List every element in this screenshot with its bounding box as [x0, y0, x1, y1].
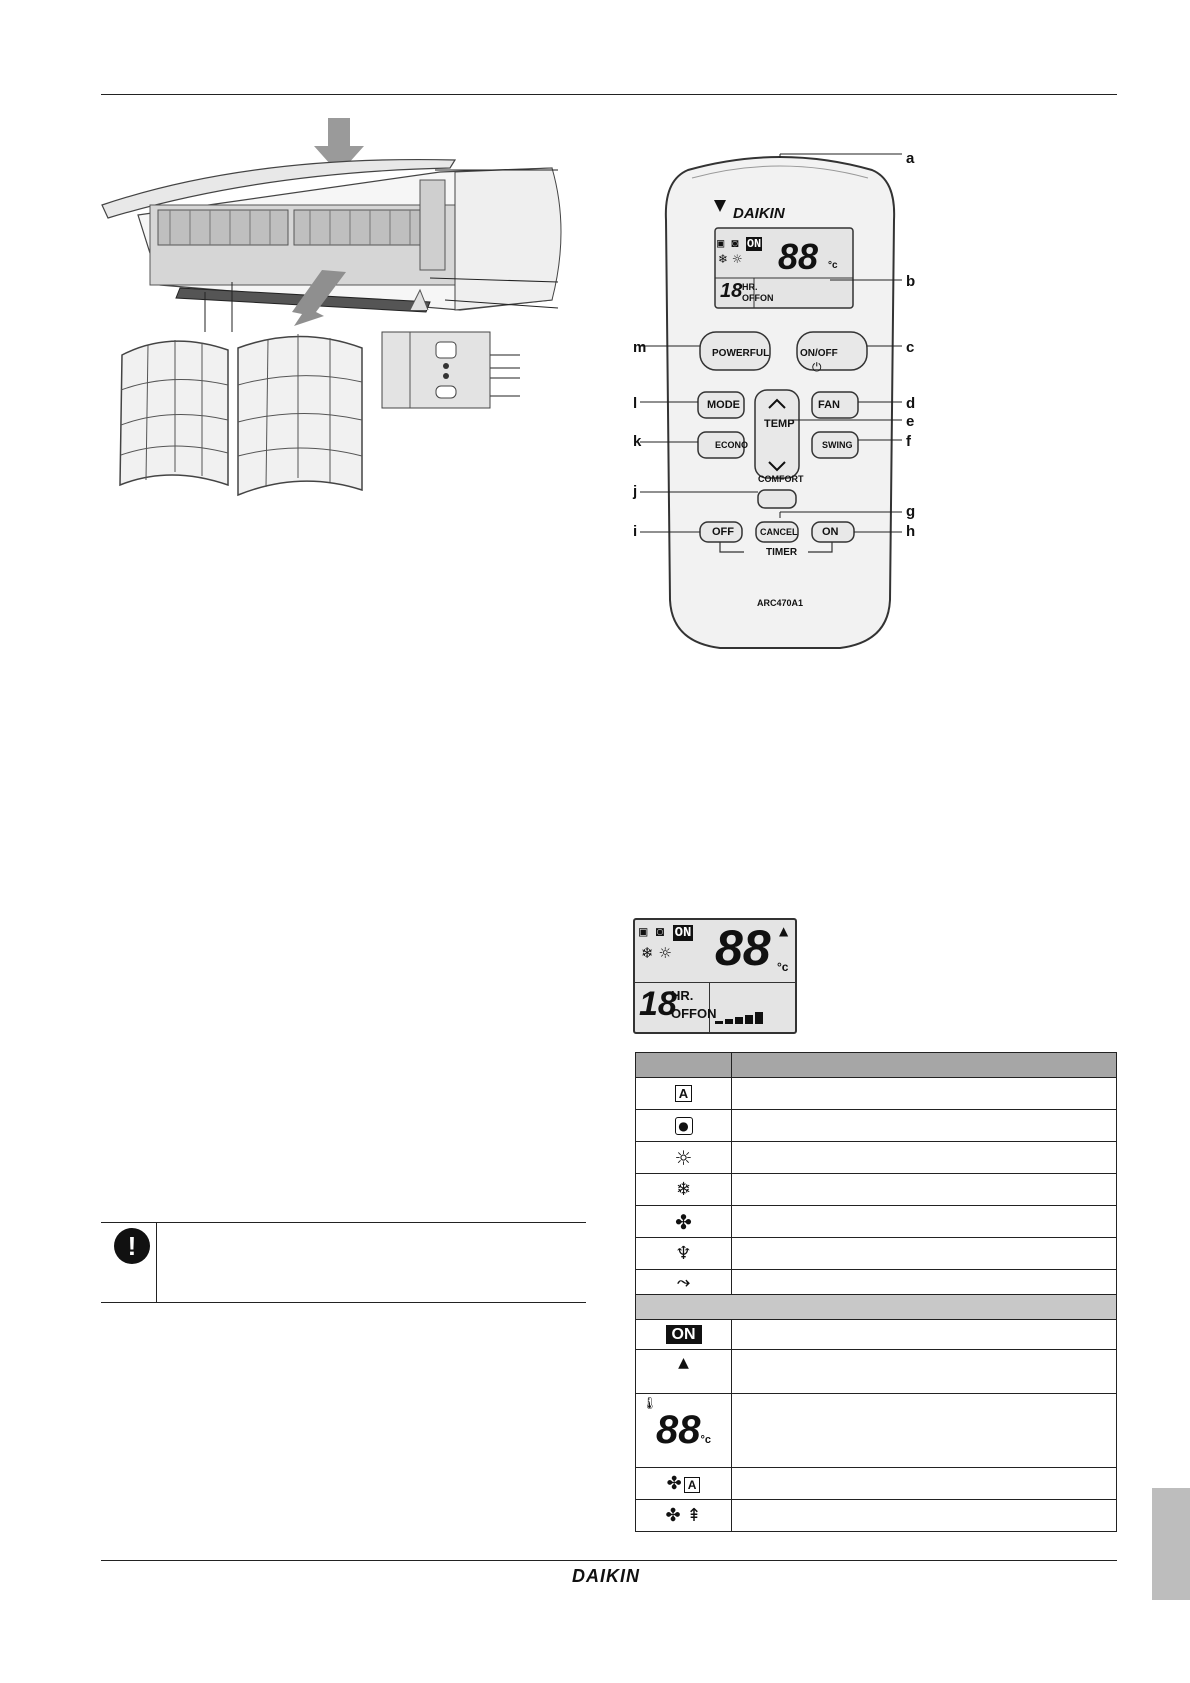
- table-row: [636, 1468, 1117, 1500]
- lcd-triangle-icon: ▲: [779, 924, 789, 938]
- heat-mode-icon: ☼: [674, 1145, 693, 1170]
- callout-c: c: [906, 339, 915, 356]
- onoff-button[interactable]: ON/OFF: [800, 348, 838, 359]
- fan-quiet-icon: ✤ ⇞: [665, 1505, 702, 1526]
- remote-controller-illustration: [640, 150, 920, 660]
- fan-auto-icon: ✤ A: [667, 1473, 701, 1494]
- lcd-mode-icons: ▣ ◙ ON: [639, 925, 692, 941]
- cool-mode-icon: ❄: [675, 1179, 692, 1200]
- temperature-display-icon: 88: [655, 1408, 701, 1452]
- table-row: [636, 1078, 1117, 1110]
- remote-lcd-unit: °c: [828, 260, 838, 271]
- table-row: [636, 1206, 1117, 1238]
- warning-icon: !: [114, 1228, 150, 1264]
- powerful-icon: ♆: [675, 1243, 692, 1264]
- callout-b: b: [906, 273, 916, 290]
- callout-a: a: [906, 150, 915, 167]
- note-top-rule: [101, 1222, 586, 1223]
- timer-on-icon: ON: [666, 1325, 702, 1344]
- footer-brand-logo: DAIKIN: [572, 1566, 640, 1586]
- lcd-icon-table: [635, 1052, 1117, 1532]
- remote-lcd-mode-icons: ❄ ☼: [718, 252, 743, 266]
- callout-j: j: [633, 483, 638, 500]
- timer-cancel-button[interactable]: CANCEL: [760, 527, 798, 537]
- remote-lcd-offon: OFFON: [742, 293, 774, 303]
- callout-e: e: [906, 413, 915, 430]
- table-header-row: [636, 1053, 1117, 1078]
- table-header-desc-col: [732, 1053, 1117, 1078]
- footer-rule: [101, 1560, 1117, 1561]
- remote-brand-logo: DAIKIN: [733, 205, 785, 222]
- note-divider: [156, 1222, 157, 1302]
- table-row: [636, 1500, 1117, 1532]
- lcd-temperature: 88: [715, 920, 771, 976]
- power-icon: ⏻: [812, 360, 822, 374]
- table-row: [636, 1320, 1117, 1350]
- remote-lcd-icons: ▣ ◙ ON: [717, 237, 762, 251]
- lcd-hours: 18: [639, 985, 677, 1023]
- powerful-button[interactable]: POWERFUL: [712, 348, 770, 359]
- dry-mode-icon: ●: [675, 1117, 693, 1135]
- econo-button[interactable]: ECONO: [715, 440, 749, 450]
- lcd-display-detail: [633, 918, 797, 1034]
- temp-label: TEMP: [764, 418, 795, 430]
- lcd-fan-level-bars: [715, 1012, 763, 1024]
- note-bottom-rule: [101, 1302, 586, 1303]
- table-header-icon-col: [636, 1053, 732, 1078]
- timer-off-button[interactable]: OFF: [712, 526, 734, 538]
- econo-icon: ⤳: [677, 1272, 690, 1291]
- temperature-unit: °c: [700, 1434, 712, 1446]
- remote-model: ARC470A1: [757, 598, 804, 608]
- table-row: [636, 1110, 1117, 1142]
- callout-i: i: [633, 523, 638, 540]
- lcd-cool-heat-icons: ❄ ☼: [641, 944, 672, 962]
- callout-d: d: [906, 395, 916, 412]
- timer-on-button[interactable]: ON: [822, 526, 839, 538]
- callout-l: l: [633, 395, 638, 412]
- chapter-side-tab: [1152, 1488, 1190, 1600]
- lcd-hr-label: HR.: [671, 988, 694, 1003]
- table-row: [636, 1394, 1117, 1468]
- callout-k: k: [633, 433, 642, 450]
- fan-button[interactable]: FAN: [818, 399, 840, 411]
- table-row: [636, 1270, 1117, 1295]
- swing-button[interactable]: SWING: [822, 440, 853, 450]
- mode-button[interactable]: MODE: [707, 399, 740, 411]
- triangle-up-icon: ▲: [678, 1355, 689, 1371]
- callout-m: m: [633, 339, 647, 356]
- remote-lcd-temp: 88: [778, 236, 819, 277]
- table-section-row: [636, 1295, 1117, 1320]
- temp-rocker-shape: [755, 390, 799, 478]
- lcd-unit: °c: [777, 960, 789, 974]
- callout-f: f: [906, 433, 911, 450]
- timer-label: TIMER: [766, 547, 798, 558]
- callout-h: h: [906, 523, 916, 540]
- lcd-offon-label: OFFON: [671, 1006, 717, 1021]
- callout-g: g: [906, 503, 916, 520]
- table-row: [636, 1350, 1117, 1394]
- fan-mode-icon: ✤: [675, 1209, 692, 1234]
- auto-mode-icon: A: [675, 1085, 692, 1102]
- header-rule: [101, 94, 1117, 95]
- remote-lcd-hr: HR.: [742, 282, 758, 292]
- remote-lcd-hours: 18: [720, 280, 743, 302]
- table-row: [636, 1238, 1117, 1270]
- table-row: [636, 1174, 1117, 1206]
- table-row: [636, 1142, 1117, 1174]
- indoor-unit-illustration: [100, 110, 570, 530]
- comfort-label: COMFORT: [758, 474, 804, 484]
- thermometer-icon: 🌡: [642, 1396, 658, 1410]
